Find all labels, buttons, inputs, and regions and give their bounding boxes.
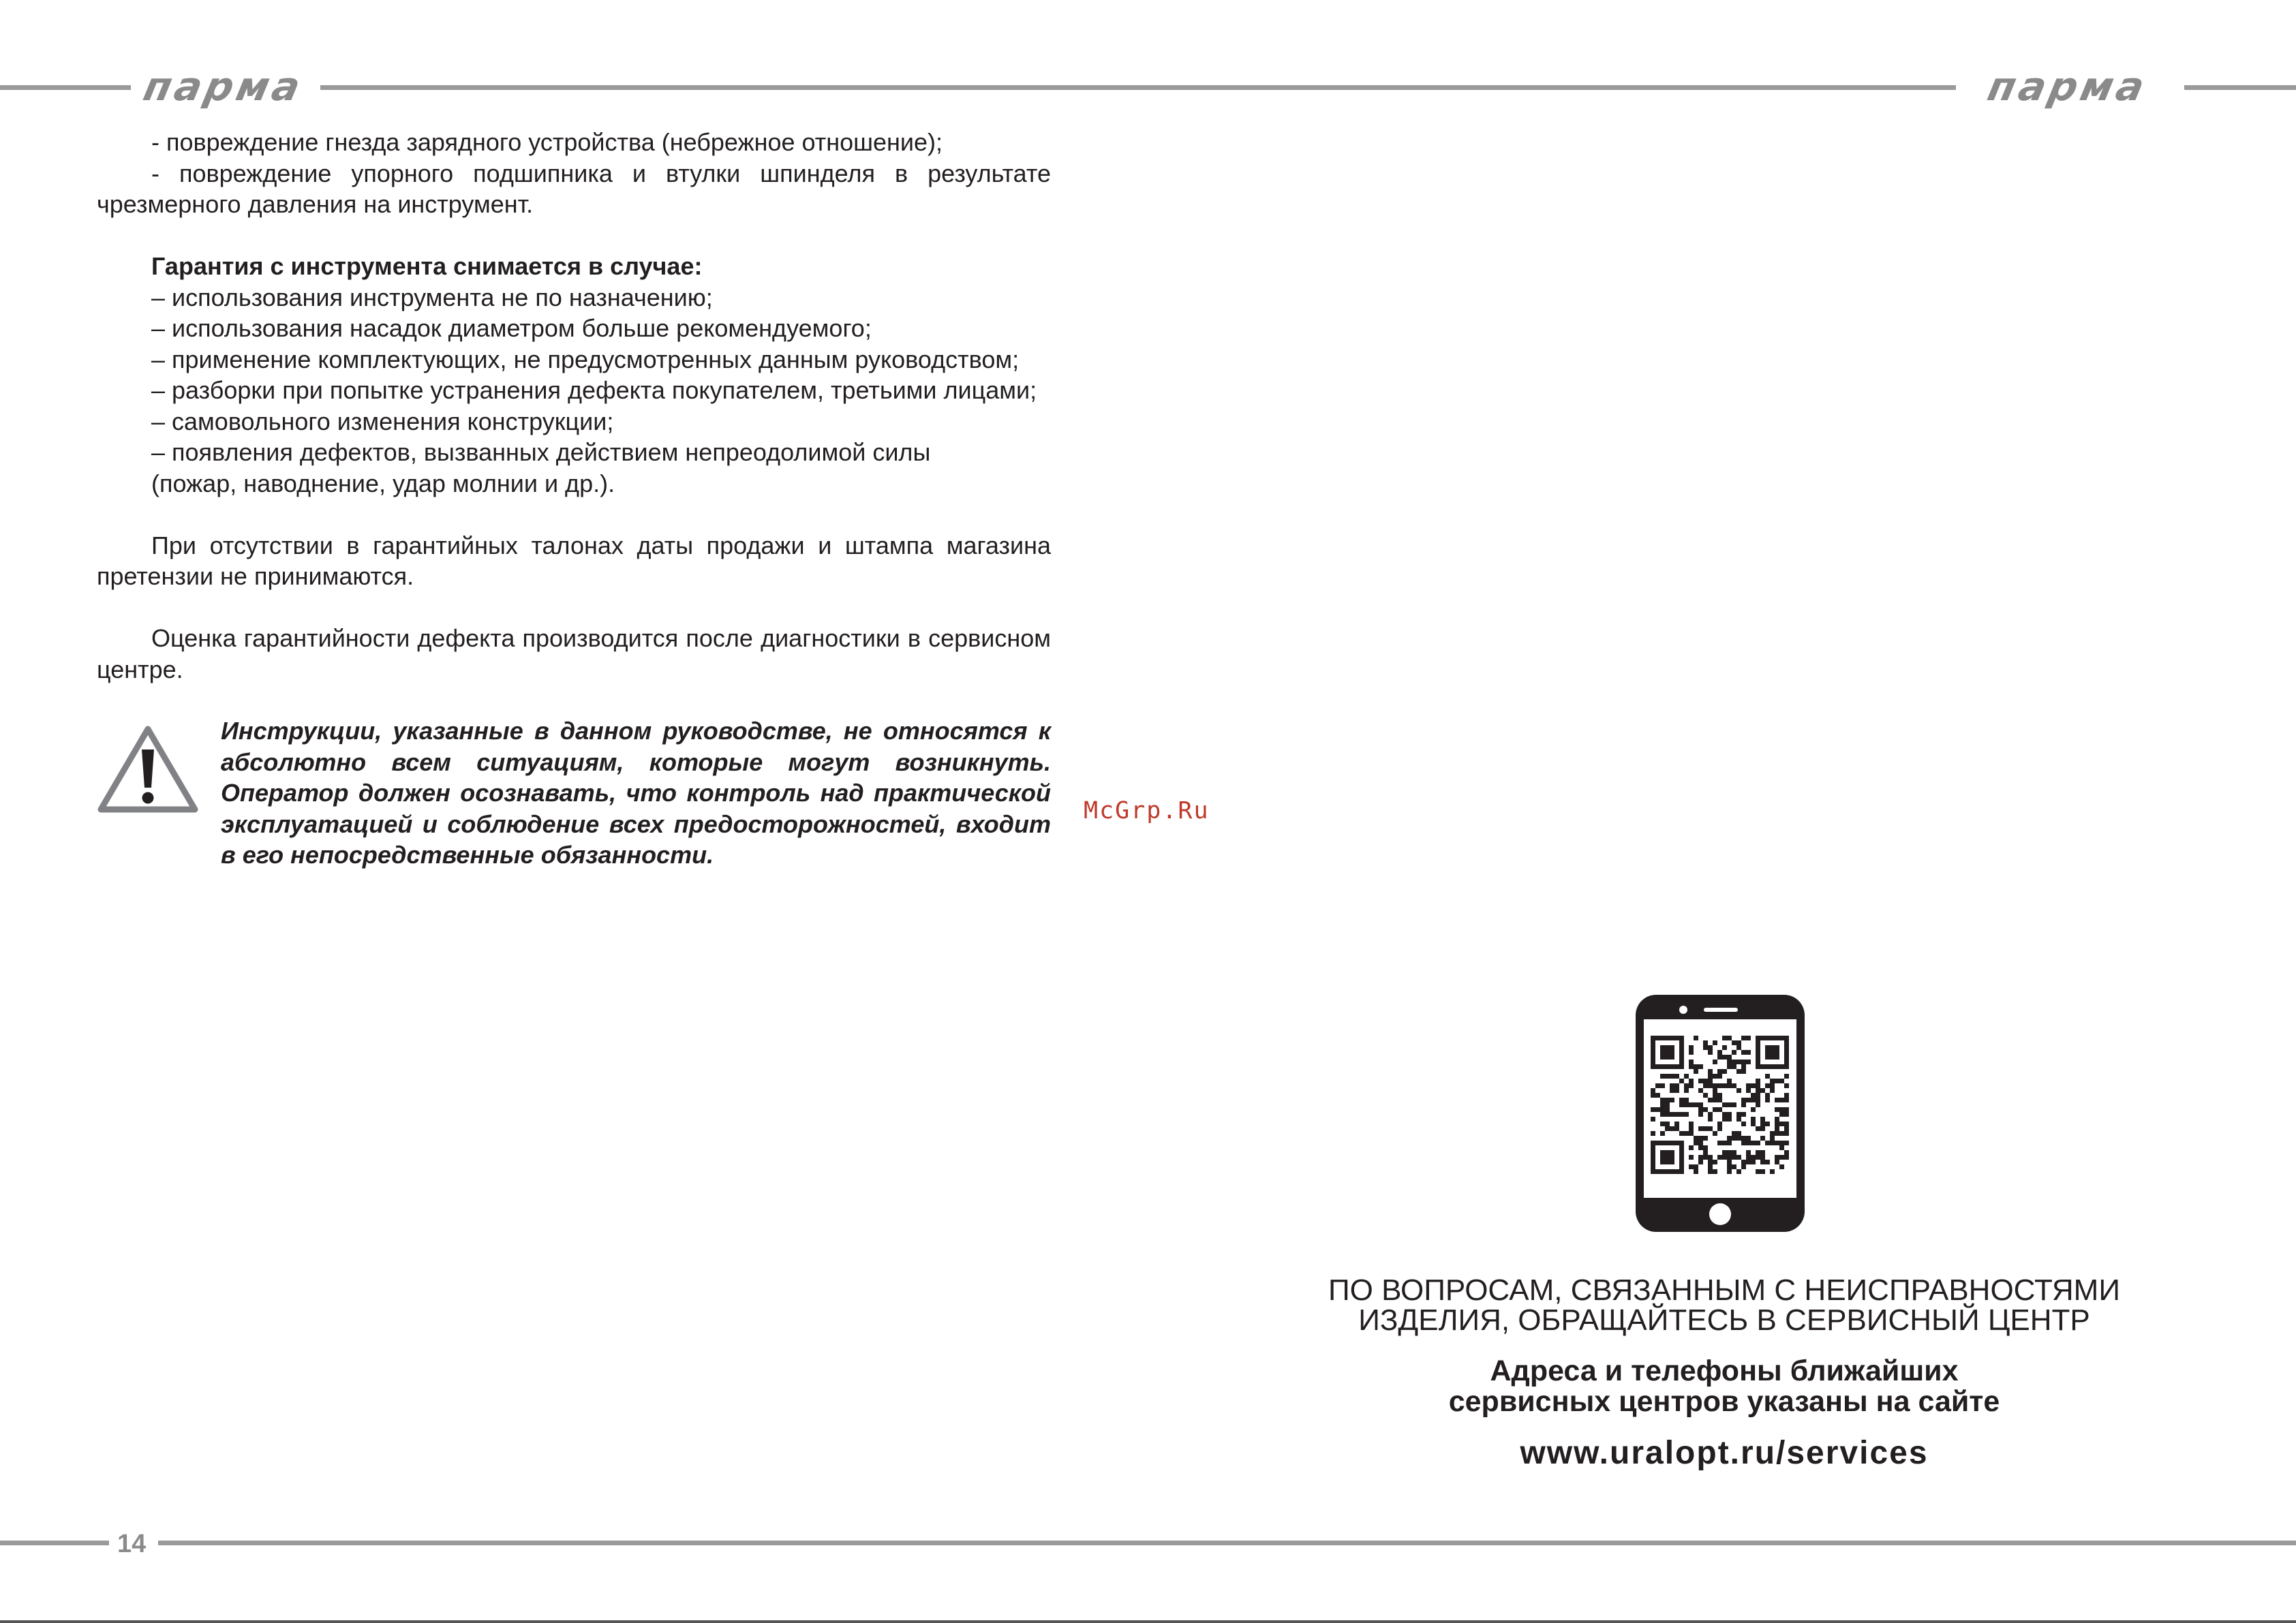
list-item: – применение комплектующих, не предусмотренных данным руководством; (151, 345, 1020, 373)
footer-rule-left (0, 1541, 109, 1545)
warning-text: Инструкции, указанные в данном руководстве, не относятся к абсолютно всем ситуациям, которые могут возникнуть. Оператор должен осознавать, что контроль над практической эксплуатацией и соблюдение всех предосторожностей, входит в его непосредственные обязанности. (221, 717, 1051, 869)
service-address (1240, 1356, 2208, 1417)
list-item: – появления дефектов, вызванных действием непреодолимой силы (151, 438, 931, 466)
list-item: – разборки при попытке устранения дефекта покупателем, третьими лицами; (151, 376, 1037, 404)
list-item: – самовольного изменения конструкции; (151, 407, 614, 435)
service-address-line2: сервисных центров указаны на сайте (1448, 1385, 2000, 1418)
list-item: – использования насадок диаметром больше рекомендуемого; (151, 314, 872, 342)
service-address-line1: Адреса и телефоны ближайших (1490, 1355, 1959, 1387)
list-item: – использования инструмента не по назначению; (151, 283, 713, 311)
footer-rule-right (158, 1541, 2296, 1545)
warranty-heading: Гарантия с инструмента снимается в случае: (151, 252, 703, 280)
brand-logo-left: парма (139, 63, 308, 110)
phone-qr-icon (1636, 995, 1805, 1232)
service-caps-line2: ИЗДЕЛИЯ, ОБРАЩАЙТЕСЬ В СЕРВИСНЫЙ ЦЕНТР (1358, 1303, 2090, 1337)
header-rule-left (0, 85, 131, 90)
page-number: 14 (117, 1530, 147, 1558)
paragraph-assessment: Оценка гарантийности дефекта производится после диагностики в сервисном центре. (97, 624, 1051, 683)
header-rule-center (320, 85, 1956, 90)
brand-logo-right: парма (1983, 63, 2152, 110)
bottom-edge-rule (0, 1620, 2296, 1623)
service-caps-line1: ПО ВОПРОСАМ, СВЯЗАННЫМ С НЕИСПРАВНОСТЯМИ (1328, 1273, 2120, 1307)
list-item: (пожар, наводнение, удар молнии и др.). (151, 469, 615, 497)
list-item: - повреждение гнезда зарядного устройства (небрежное отношение); (151, 128, 943, 156)
service-caps (1240, 1273, 2208, 1337)
left-column (97, 127, 1051, 685)
warning-triangle-icon (97, 724, 199, 815)
paragraph-sale: При отсутствии в гарантийных талонах даты продажи и штампа магазина претензии не принимаются. (97, 531, 1051, 590)
warning-note (221, 715, 1051, 871)
service-url[interactable]: www.uralopt.ru/services (1520, 1435, 1929, 1471)
header-rule-right (2184, 85, 2296, 90)
watermark: McGrp.Ru (1084, 797, 1210, 824)
list-item: - повреждение упорного подшипника и втулки шпинделя в результате чрезмерного давления на инструмент. (97, 159, 1051, 218)
